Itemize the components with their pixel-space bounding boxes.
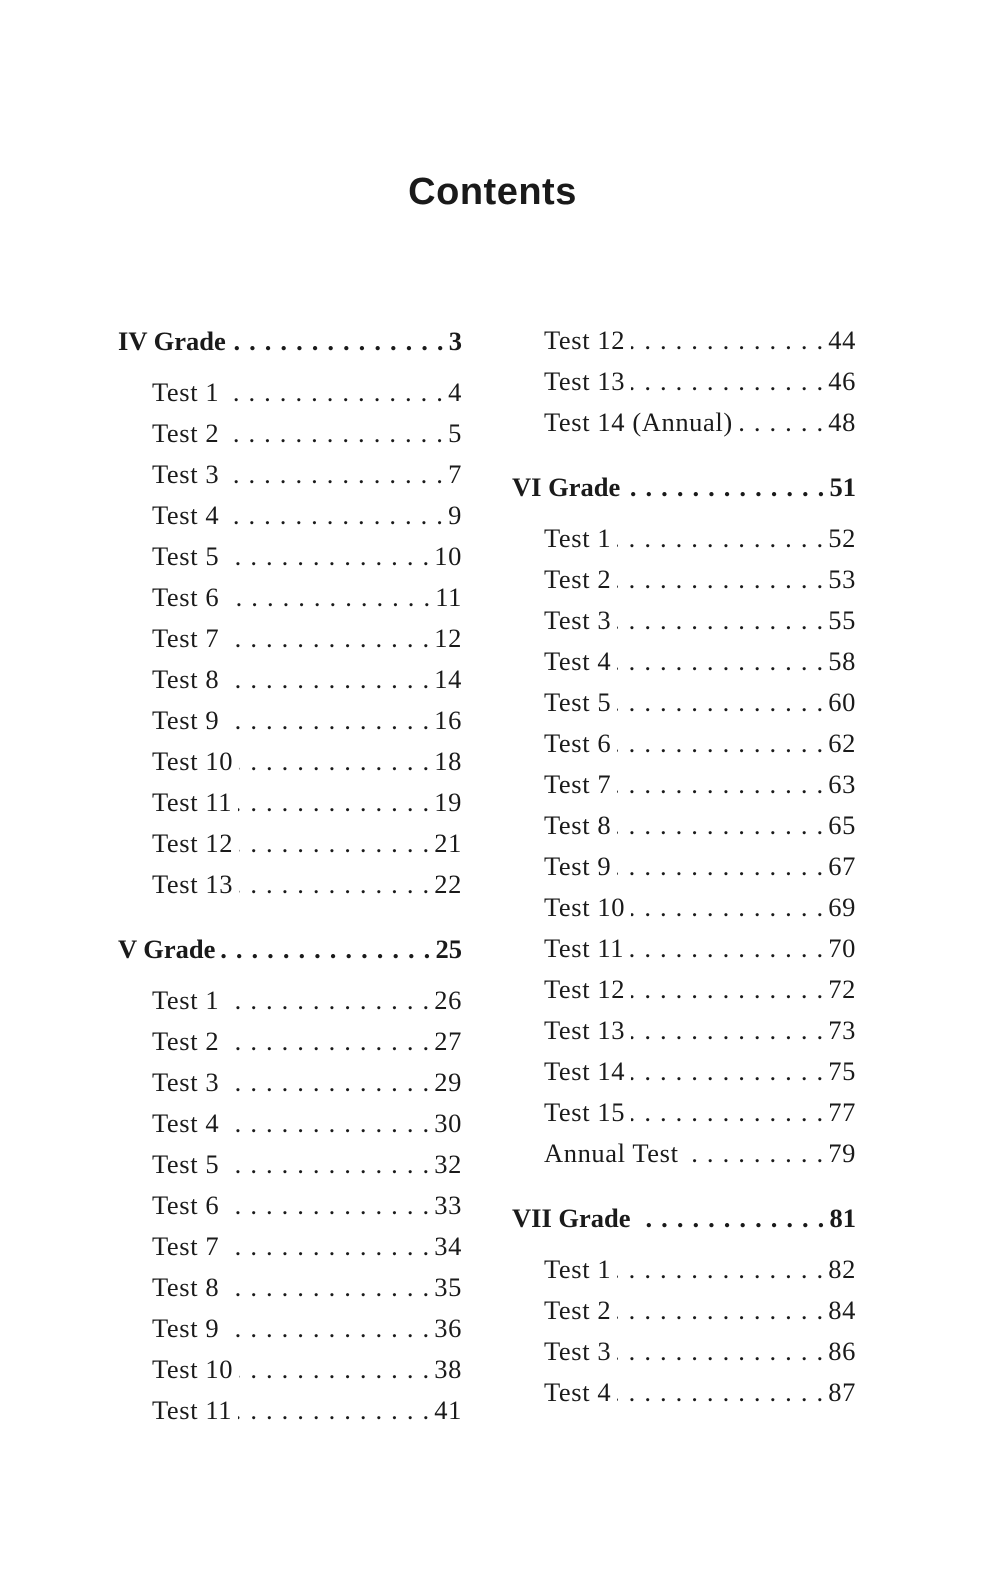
page-number: 38 (434, 1354, 462, 1384)
toc-entry[interactable] (512, 969, 856, 1010)
dot-leader (239, 864, 430, 905)
page-number: 5 (448, 418, 462, 448)
page-number: 35 (434, 1272, 462, 1302)
entry-label: Test 12 (544, 974, 626, 1004)
page-number: 69 (828, 892, 856, 922)
toc-entry[interactable] (118, 618, 462, 659)
dot-leader (631, 320, 824, 361)
entry-label: Test 12 (152, 828, 234, 858)
page-number: 44 (828, 325, 856, 355)
toc-entry[interactable] (118, 1103, 462, 1144)
page-number: 63 (828, 769, 856, 799)
page-number: 7 (448, 459, 462, 489)
toc-entry[interactable] (512, 1133, 856, 1174)
page-number: 67 (828, 851, 856, 881)
dot-leader (239, 823, 430, 864)
toc-entry[interactable] (118, 1062, 462, 1103)
page-number: 30 (434, 1108, 462, 1138)
toc-entry[interactable] (512, 887, 856, 928)
dot-leader (225, 577, 431, 618)
page-number: 10 (434, 541, 462, 571)
page-number: 26 (434, 985, 462, 1015)
page-number: 41 (434, 1395, 462, 1425)
page-title: Contents (408, 171, 577, 213)
page-number: 72 (828, 974, 856, 1004)
entry-label: Test 10 (544, 892, 626, 922)
dot-leader (631, 1010, 824, 1051)
page-number: 70 (828, 933, 856, 963)
entry-label: Test 14 (Annual) (544, 407, 733, 437)
toc-entry[interactable] (118, 864, 462, 905)
toc-entry[interactable] (512, 518, 856, 559)
page-number: 33 (434, 1190, 462, 1220)
entry-label: Test 15 (544, 1097, 626, 1127)
toc-entry[interactable] (118, 823, 462, 864)
entry-label: Test 3 (152, 459, 220, 489)
entry-label: Test 12 (544, 325, 626, 355)
page-number: 65 (828, 810, 856, 840)
toc-entry[interactable] (512, 805, 856, 846)
toc-entry[interactable] (118, 1226, 462, 1267)
page-number: 51 (829, 472, 856, 502)
dot-leader (617, 846, 824, 887)
toc-entry[interactable] (118, 741, 462, 782)
entry-label: Test 11 (152, 1395, 233, 1425)
dot-leader (631, 1051, 824, 1092)
page-number: 48 (828, 407, 856, 437)
section-spacer (512, 508, 856, 518)
toc-entry[interactable] (512, 1092, 856, 1133)
dot-leader (225, 1308, 430, 1349)
toc-entry[interactable] (512, 928, 856, 969)
toc-entry[interactable] (512, 846, 856, 887)
page-number: 14 (434, 664, 462, 694)
toc-entry[interactable] (512, 600, 856, 641)
section-spacer (118, 362, 462, 372)
entry-label: Test 8 (152, 664, 220, 694)
entry-label: Test 8 (544, 810, 612, 840)
section-spacer (512, 1239, 856, 1249)
dot-leader (225, 372, 444, 413)
dot-leader (225, 980, 430, 1021)
entry-label: Test 1 (152, 985, 220, 1015)
dot-leader (225, 1144, 430, 1185)
entry-label: Test 11 (152, 787, 233, 817)
page-number: 19 (434, 787, 462, 817)
section-spacer (512, 1174, 856, 1197)
dot-leader (221, 928, 431, 970)
dot-leader (617, 723, 824, 764)
dot-leader (225, 1185, 430, 1226)
page-number: 22 (434, 869, 462, 899)
section-spacer (118, 905, 462, 928)
page-number: 82 (828, 1254, 856, 1284)
toc-entry[interactable] (512, 1249, 856, 1290)
dot-leader (225, 700, 430, 741)
page-number: 79 (828, 1138, 856, 1168)
entry-label: Test 2 (152, 418, 220, 448)
toc-entry[interactable] (118, 1021, 462, 1062)
toc-entry[interactable] (512, 723, 856, 764)
dot-leader (685, 1133, 825, 1174)
toc-entry[interactable] (512, 682, 856, 723)
dot-leader (225, 659, 430, 700)
toc-entry[interactable] (512, 1051, 856, 1092)
toc-entry[interactable] (118, 700, 462, 741)
entry-label: Test 9 (152, 705, 220, 735)
page-number: 29 (434, 1067, 462, 1097)
dot-leader (232, 320, 445, 362)
toc-grade-heading[interactable] (118, 928, 462, 970)
entry-label: Test 3 (544, 605, 612, 635)
entry-label: Test 2 (152, 1026, 220, 1056)
dot-leader (239, 1349, 430, 1390)
toc-entry[interactable] (118, 782, 462, 823)
dot-leader (238, 782, 430, 823)
toc-grade-heading[interactable] (512, 1197, 856, 1239)
page-number: 62 (828, 728, 856, 758)
section-spacer (118, 970, 462, 980)
page-number: 53 (828, 564, 856, 594)
dot-leader (617, 1372, 824, 1413)
entry-label: Test 10 (152, 746, 234, 776)
dot-leader (225, 618, 430, 659)
entry-label: Test 9 (152, 1313, 220, 1343)
entry-label: Test 9 (544, 851, 612, 881)
toc-entry[interactable] (512, 1331, 856, 1372)
dot-leader (617, 559, 824, 600)
dot-leader (225, 1062, 430, 1103)
toc-entry[interactable] (118, 495, 462, 536)
toc-entry[interactable] (118, 1349, 462, 1390)
dot-leader (225, 1267, 430, 1308)
dot-leader (617, 1331, 824, 1372)
toc-entry[interactable] (118, 1267, 462, 1308)
page-number: 25 (435, 934, 462, 964)
page-number: 46 (828, 366, 856, 396)
page-number: 21 (434, 828, 462, 858)
page-number: 11 (435, 582, 462, 612)
dot-leader (617, 600, 824, 641)
dot-leader (239, 741, 430, 782)
entry-label: Test 7 (544, 769, 612, 799)
entry-label: Test 6 (152, 582, 220, 612)
dot-leader (617, 1290, 824, 1331)
entry-label: Test 13 (152, 869, 234, 899)
toc-entry[interactable] (118, 577, 462, 618)
toc-entry[interactable] (118, 413, 462, 454)
toc-entry[interactable] (512, 641, 856, 682)
entry-label: Test 3 (152, 1067, 220, 1097)
toc-entry[interactable] (118, 1144, 462, 1185)
page-number: 12 (434, 623, 462, 653)
page-number: 32 (434, 1149, 462, 1179)
dot-leader (225, 1021, 430, 1062)
toc-entry[interactable] (118, 454, 462, 495)
entry-label: Test 1 (152, 377, 220, 407)
entry-label: Test 6 (152, 1190, 220, 1220)
entry-label: Test 5 (152, 541, 220, 571)
entry-label: Test 4 (152, 1108, 220, 1138)
grade-title: VII Grade (512, 1203, 631, 1233)
page-number: 27 (434, 1026, 462, 1056)
dot-leader (225, 1103, 430, 1144)
dot-leader (631, 1092, 824, 1133)
page-number: 4 (448, 377, 462, 407)
entry-label: Test 4 (152, 500, 220, 530)
page-number: 55 (828, 605, 856, 635)
entry-label: Test 13 (544, 1015, 626, 1045)
page-number: 77 (828, 1097, 856, 1127)
dot-leader (626, 466, 825, 508)
dot-leader (617, 518, 824, 559)
toc-entry[interactable] (512, 320, 856, 361)
dot-leader (617, 1249, 824, 1290)
entry-label: Test 13 (544, 366, 626, 396)
toc-entry[interactable] (512, 361, 856, 402)
toc-entry[interactable] (512, 1010, 856, 1051)
entry-label: Test 1 (544, 523, 612, 553)
dot-leader (225, 536, 430, 577)
dot-leader (617, 641, 824, 682)
toc-entry[interactable] (118, 659, 462, 700)
entry-label: Test 10 (152, 1354, 234, 1384)
dot-leader (617, 764, 824, 805)
page-number: 3 (448, 326, 462, 356)
toc-entry[interactable] (512, 1290, 856, 1331)
entry-label: Test 8 (152, 1272, 220, 1302)
entry-label: Annual Test (544, 1138, 679, 1168)
dot-leader (225, 495, 444, 536)
page-number: 52 (828, 523, 856, 553)
page-number: 16 (434, 705, 462, 735)
page-number: 86 (828, 1336, 856, 1366)
toc-entry[interactable] (118, 1185, 462, 1226)
section-spacer (512, 443, 856, 466)
dot-leader (617, 682, 824, 723)
page-number: 34 (434, 1231, 462, 1261)
toc-entry[interactable] (512, 1372, 856, 1413)
toc-entry[interactable] (118, 536, 462, 577)
page-number: 9 (448, 500, 462, 530)
toc-entry[interactable] (512, 764, 856, 805)
page-number: 36 (434, 1313, 462, 1343)
page-number: 87 (828, 1377, 856, 1407)
page-number: 60 (828, 687, 856, 717)
entry-label: Test 4 (544, 646, 612, 676)
entry-label: Test 5 (544, 687, 612, 717)
toc-entry[interactable] (118, 980, 462, 1021)
entry-label: Test 14 (544, 1056, 626, 1086)
grade-title: VI Grade (512, 472, 621, 502)
toc-left-column (118, 320, 462, 1431)
dot-leader (631, 361, 824, 402)
entry-label: Test 3 (544, 1336, 612, 1366)
dot-leader (617, 805, 824, 846)
toc-entry[interactable] (118, 372, 462, 413)
dot-leader (630, 928, 824, 969)
dot-leader (225, 413, 444, 454)
toc-entry[interactable] (512, 559, 856, 600)
entry-label: Test 11 (544, 933, 625, 963)
entry-label: Test 5 (152, 1149, 220, 1179)
page-number: 58 (828, 646, 856, 676)
dot-leader (225, 454, 444, 495)
entry-label: Test 7 (152, 1231, 220, 1261)
page-number: 18 (434, 746, 462, 776)
page-number: 73 (828, 1015, 856, 1045)
dot-leader (637, 1197, 826, 1239)
page-number: 81 (829, 1203, 856, 1233)
dot-leader (238, 1390, 430, 1431)
toc-entry[interactable] (118, 1390, 462, 1431)
entry-label: Test 2 (544, 564, 612, 594)
page-number: 75 (828, 1056, 856, 1086)
dot-leader (225, 1226, 430, 1267)
entry-label: Test 4 (544, 1377, 612, 1407)
entry-label: Test 1 (544, 1254, 612, 1284)
entry-label: Test 6 (544, 728, 612, 758)
toc-grade-heading[interactable] (118, 320, 462, 362)
page-number: 84 (828, 1295, 856, 1325)
dot-leader (739, 402, 825, 443)
toc-entry[interactable] (512, 402, 856, 443)
grade-title: IV Grade (118, 326, 226, 356)
dot-leader (631, 969, 824, 1010)
toc-entry[interactable] (118, 1308, 462, 1349)
grade-title: V Grade (118, 934, 216, 964)
toc-grade-heading[interactable] (512, 466, 856, 508)
entry-label: Test 2 (544, 1295, 612, 1325)
toc-right-column (512, 320, 856, 1413)
entry-label: Test 7 (152, 623, 220, 653)
dot-leader (631, 887, 824, 928)
